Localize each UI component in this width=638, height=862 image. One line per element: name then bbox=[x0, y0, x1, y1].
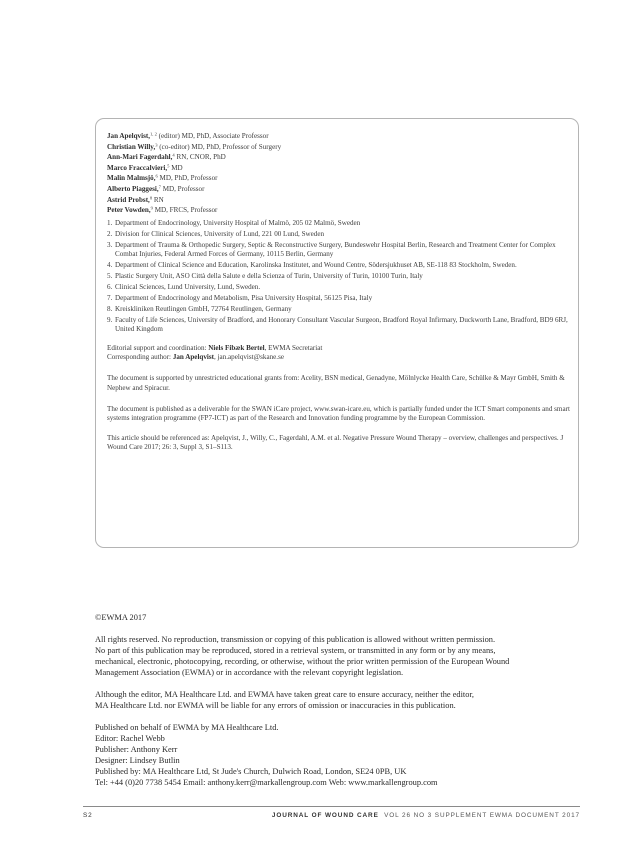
affiliation-item bbox=[107, 272, 570, 281]
author-credentials: RN, CNOR, PhD bbox=[174, 153, 226, 162]
affiliation-text: Department of Endocrinology and Metabolism, Pisa University Hospital, 56125 Pisa, Italy bbox=[115, 293, 373, 302]
author-name: Marco Fraccalvieri, bbox=[107, 163, 168, 172]
publisher-info bbox=[95, 722, 580, 788]
copyright-section bbox=[95, 612, 580, 799]
affiliation-item bbox=[107, 316, 570, 334]
disclaimer-line: MA Healthcare Ltd. nor EWMA will be liable for any errors of omission or inaccuracies in this publication. bbox=[95, 701, 456, 710]
author-affil-ref: 3 bbox=[155, 142, 158, 147]
publisher-address-line: Published by: MA Healthcare Ltd, St Jude's Church, Dulwich Road, London, SE24 0PB, UK bbox=[95, 767, 407, 776]
disclaimer-statement bbox=[95, 689, 580, 711]
running-footer bbox=[272, 812, 580, 819]
author-credentials: (editor) MD, PhD, Associate Professor bbox=[156, 132, 269, 140]
affiliation-item bbox=[107, 261, 570, 270]
author-line bbox=[107, 173, 570, 184]
author-credentials: MD bbox=[169, 163, 183, 172]
author-affil-ref: 4 bbox=[172, 152, 175, 158]
author-affil-ref: 9 bbox=[150, 205, 153, 211]
citation-statement: This article should be referenced as: Apelqvist, J., Willy, C., Fagerdahl, A.M. et al. Negative Pressure Wound Therapy – overview, challenges and perspectives. J Wound Care 2017; 26: 3, Suppl 3, S1–S113. bbox=[107, 434, 564, 452]
editorial-support-org: , EWMA Secretariat bbox=[264, 343, 323, 352]
author-affil-ref: 1, 2 bbox=[149, 131, 157, 137]
affiliation-item bbox=[107, 230, 570, 239]
author-name: Jan Apelqvist, bbox=[107, 132, 150, 140]
affiliation-text: Clinical Sciences, Lund University, Lund, Sweden. bbox=[115, 282, 261, 291]
affiliation-item bbox=[107, 283, 570, 292]
affiliation-text: Department of Endocrinology, University Hospital of Malmö, 205 02 Malmö, Sweden bbox=[115, 218, 361, 227]
author-line bbox=[107, 184, 570, 195]
author-list bbox=[107, 131, 570, 216]
issue-info: VOL 26 NO 3 SUPPLEMENT EWMA DOCUMENT 2017 bbox=[384, 812, 580, 819]
author-line bbox=[107, 205, 570, 216]
affiliation-number: 8. bbox=[107, 304, 113, 313]
affiliation-text: Department of Clinical Science and Education, Karolinska Institutet, and Wound Centre, Södersjukhuset AB, SE-118 83 Stockholm, Sweden. bbox=[115, 260, 517, 269]
editorial-support-name: Niels Fibæk Bertel bbox=[208, 343, 265, 352]
affiliation-text: Plastic Surgery Unit, ASO Città della Salute e della Scienza of Turin, University of Turin, 10100 Turin, Italy bbox=[115, 271, 423, 280]
author-credentials: MD, FRCS, Professor bbox=[152, 206, 218, 215]
corresponding-author-name: Jan Apelqvist bbox=[172, 353, 215, 362]
affiliation-text: Faculty of Life Sciences, University of Bradford, and Honorary Consultant Vascular Surgeon, Bradford Royal Infirmary, Duckworth Lane, Bradford, BD9 6RJ, United Kingdom bbox=[115, 315, 568, 333]
author-line bbox=[107, 195, 570, 206]
publisher-name-line: Publisher: Anthony Kerr bbox=[95, 745, 178, 754]
footer-divider bbox=[83, 806, 580, 807]
affiliation-text: Kreiskliniken Reutlingen GmbH, 72764 Reutlingen, Germany bbox=[115, 304, 292, 313]
editorial-credits bbox=[107, 344, 570, 362]
author-name: Ann-Mari Fagerdahl, bbox=[107, 153, 173, 162]
publisher-line: Published on behalf of EWMA by MA Healthcare Ltd. bbox=[95, 723, 279, 732]
affiliation-number: 5. bbox=[107, 271, 113, 280]
project-statement: The document is published as a deliverable for the SWAN iCare project, www.swan-icare.eu, which is partially funded under the ICT Smart components and smart systems integration programme (FP7-ICT) as part of the Research and Innovation funding programme by the European Commission. bbox=[107, 404, 570, 422]
affiliation-item bbox=[107, 241, 570, 259]
author-name: Peter Vowden, bbox=[107, 206, 151, 215]
rights-line: Management Association (EWMA) or in accordance with the relevant copyright legislation. bbox=[95, 668, 404, 677]
affiliation-number: 2. bbox=[107, 229, 113, 238]
author-name: Malin Malmsjö, bbox=[107, 174, 156, 183]
author-credentials: MD, Professor bbox=[160, 184, 205, 193]
disclaimer-line: Although the editor, MA Healthcare Ltd. and EWMA have taken great care to ensure accuracy, neither the editor, bbox=[95, 690, 474, 699]
affiliation-text: Department of Trauma & Orthopedic Surgery, Septic & Reconstructive Surgery, Bundeswehr Hospital Berlin, Research and Treatment Center for Complex Combat Injuries, Federal Armed Forces of Germany, 10115 Berlin, Germany bbox=[115, 240, 556, 258]
copyright-notice: ©EWMA 2017 bbox=[95, 613, 147, 622]
affiliation-item bbox=[107, 219, 570, 228]
corresponding-author-line bbox=[107, 353, 570, 362]
affiliation-number: 4. bbox=[107, 260, 113, 269]
author-line bbox=[107, 142, 570, 153]
author-line bbox=[107, 131, 570, 142]
affiliation-item bbox=[107, 294, 570, 303]
editorial-support-line bbox=[107, 344, 570, 353]
corresponding-author-email: , jan.apelqvist@skane.se bbox=[214, 353, 284, 362]
corresponding-author-label: Corresponding author: bbox=[107, 353, 173, 362]
author-affil-ref: 5 bbox=[167, 163, 170, 169]
designer-line: Designer: Lindsey Butlin bbox=[95, 756, 180, 765]
author-name: Astrid Probst, bbox=[107, 195, 150, 204]
affiliation-text: Division for Clinical Sciences, University of Lund, 221 00 Lund, Sweden bbox=[115, 229, 325, 238]
affiliation-list bbox=[107, 219, 570, 334]
author-affil-ref: 6 bbox=[155, 173, 158, 179]
affiliation-number: 1. bbox=[107, 218, 113, 227]
author-info-box bbox=[95, 118, 579, 548]
author-affil-ref: 7 bbox=[158, 184, 161, 190]
affiliation-number: 6. bbox=[107, 282, 113, 291]
rights-statement bbox=[95, 634, 580, 678]
editorial-support-label: Editorial support and coordination: bbox=[107, 343, 209, 352]
author-affil-ref: 8 bbox=[149, 194, 153, 200]
rights-line: mechanical, electronic, photocopying, recording, or otherwise, without the prior written permission of the European Wound bbox=[95, 657, 510, 666]
author-credentials: RN bbox=[152, 195, 164, 204]
affiliation-number: 9. bbox=[107, 315, 113, 324]
page-number: S2 bbox=[83, 812, 93, 819]
author-name: Alberto Piaggesi, bbox=[107, 184, 159, 193]
page-footer bbox=[83, 812, 580, 824]
affiliation-number: 3. bbox=[107, 240, 113, 249]
author-credentials: MD, PhD, Professor bbox=[157, 174, 218, 183]
journal-title: JOURNAL OF WOUND CARE bbox=[271, 812, 379, 819]
author-credentials: (co-editor) MD, PhD, Professor of Surgery bbox=[157, 142, 282, 151]
author-line bbox=[107, 163, 570, 174]
contact-line: Tel: +44 (0)20 7738 5454 Email: anthony.kerr@markallengroup.com Web: www.markallengroup.com bbox=[95, 778, 438, 787]
funding-statement: The document is supported by unrestricted educational grants from: Acelity, BSN medical, Genadyne, Mölnlycke Health Care, Schülke & Mayr GmbH, Smith & Nephew and Spiracur. bbox=[107, 374, 565, 392]
author-info-content bbox=[107, 131, 570, 453]
author-line bbox=[107, 152, 570, 163]
editor-line: Editor: Rachel Webb bbox=[95, 734, 165, 743]
author-name: Christian Willy, bbox=[107, 142, 156, 151]
affiliation-item bbox=[107, 305, 570, 314]
affiliation-number: 7. bbox=[107, 293, 113, 302]
rights-line: All rights reserved. No reproduction, transmission or copying of this publication is allowed without written permission. bbox=[95, 635, 496, 644]
rights-line: No part of this publication may be reproduced, stored in a retrieval system, or transmitted in any form or by any means, bbox=[95, 646, 496, 655]
